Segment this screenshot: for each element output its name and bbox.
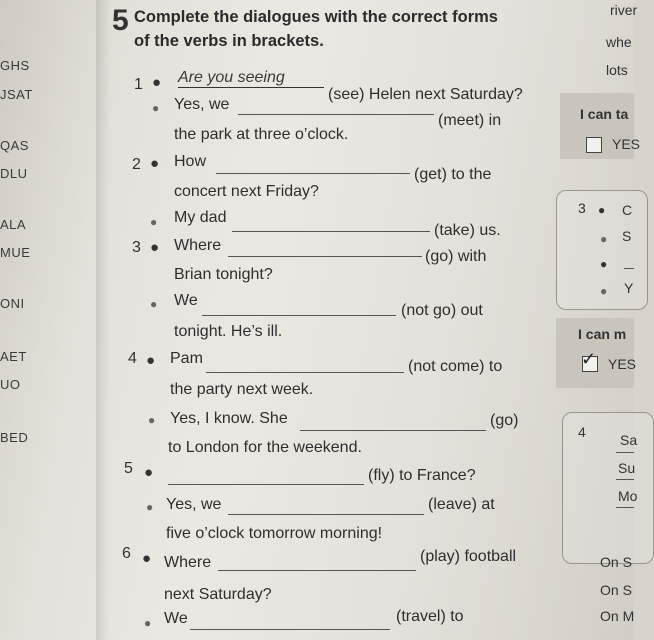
question-text: Where <box>174 237 222 254</box>
i-can-heading: I can ta <box>580 106 629 122</box>
item-number: 1 <box>134 76 143 93</box>
left-fragment: ONI <box>0 296 25 311</box>
question-text: How <box>174 153 207 170</box>
reply-bullet: ● <box>600 232 608 246</box>
verb-prompt: (play) football <box>420 548 517 565</box>
right-fragment: Mo <box>618 488 638 504</box>
checkbox-label: YES <box>612 136 641 152</box>
item-number: 2 <box>132 156 141 173</box>
answer-blank <box>190 629 390 630</box>
right-fragment: lots <box>606 62 628 78</box>
right-fragment: Sa <box>620 432 638 448</box>
question-text-cont: Brian tonight? <box>174 266 273 283</box>
check-icon: ✓ <box>581 349 597 369</box>
i-can-heading: I can m <box>578 326 627 342</box>
answer-blank <box>168 484 364 485</box>
reply-text: Yes, I know. She <box>170 410 288 427</box>
divider <box>616 507 634 508</box>
answer-blank <box>216 173 410 174</box>
verb-prompt: (leave) at <box>428 496 495 513</box>
answer-blank <box>300 430 486 431</box>
question-text-cont: concert next Friday? <box>174 183 319 200</box>
right-fragment: On S <box>600 554 632 570</box>
reply-bullet: ● <box>146 500 154 514</box>
answer-blank <box>624 268 634 269</box>
verb-prompt: (see) Helen next Saturday? <box>328 86 523 103</box>
speaker-bullet: ● <box>600 257 608 271</box>
right-fragment: Y <box>624 280 634 296</box>
answer-blank <box>228 256 422 257</box>
left-fragment: JSAT <box>0 87 33 102</box>
speaker-bullet: ● <box>150 239 160 256</box>
left-fragment: BED <box>0 430 29 445</box>
right-fragment: C <box>622 202 633 218</box>
page-gutter-shadow <box>96 0 110 640</box>
verb-prompt: (take) us. <box>434 222 501 239</box>
right-fragment: S <box>622 228 632 244</box>
checkbox[interactable] <box>586 137 602 153</box>
reply-bullet: ● <box>148 413 156 427</box>
speaker-bullet: ● <box>598 203 606 217</box>
reply-bullet: ● <box>152 101 160 115</box>
right-fragment: On S <box>600 582 632 598</box>
speaker-bullet: ● <box>144 464 154 481</box>
reply-text: Yes, we <box>174 96 230 113</box>
left-fragment: ALA <box>0 217 27 232</box>
answer-blank <box>206 372 404 373</box>
speaker-bullet: ● <box>146 352 156 369</box>
reply-text-cont: the park at three o’clock. <box>174 126 349 143</box>
verb-prompt: (not go) out <box>401 302 483 319</box>
checkbox-checked[interactable] <box>581 349 598 372</box>
reply-text: We <box>174 292 198 309</box>
reply-text: Yes, we <box>166 496 222 513</box>
left-fragment: MUE <box>0 245 31 260</box>
right-fragment: Su <box>618 460 636 476</box>
verb-prompt: (go) <box>490 412 519 429</box>
question-text-cont: next Saturday? <box>164 586 272 603</box>
verb-prompt: (get) to the <box>414 166 492 183</box>
right-exercise-box <box>562 412 654 564</box>
answer-blank <box>228 514 424 515</box>
reply-text-cont: five o’clock tomorrow morning! <box>166 525 383 542</box>
handwritten-answer: Are you seeing <box>178 69 324 88</box>
right-exercise-number: 3 <box>578 200 586 216</box>
right-exercise-number: 4 <box>578 424 586 440</box>
reply-bullet: ● <box>150 215 158 229</box>
item-number: 6 <box>122 545 131 562</box>
speaker-bullet: ● <box>152 74 162 91</box>
divider <box>616 452 634 453</box>
exercise-title: Complete the dialogues with the correct forms <box>134 8 498 26</box>
left-fragment: QAS <box>0 138 29 153</box>
item-number: 4 <box>128 350 137 367</box>
item-number: 3 <box>132 239 141 256</box>
left-fragment: UO <box>0 377 21 392</box>
right-fragment: On M <box>600 608 635 624</box>
speaker-bullet: ● <box>142 550 152 567</box>
right-fragment: whe <box>606 34 632 50</box>
checkbox-label: YES <box>608 356 637 372</box>
speaker-bullet: ● <box>150 155 160 172</box>
reply-bullet: ● <box>144 616 152 630</box>
verb-prompt: (meet) in <box>438 112 502 129</box>
answer-blank <box>202 315 396 316</box>
left-fragment: GHS <box>0 58 30 73</box>
item-number: 5 <box>124 460 133 477</box>
reply-bullet: ● <box>150 297 158 311</box>
verb-prompt: (fly) to France? <box>368 467 476 484</box>
question-text: Pam <box>170 350 203 367</box>
reply-text-cont: tonight. He’s ill. <box>174 323 283 340</box>
verb-prompt: (travel) to <box>396 608 464 625</box>
exercise-title-cont: of the verbs in brackets. <box>134 32 324 50</box>
answer-blank <box>232 231 430 232</box>
question-text-cont: the party next week. <box>170 381 314 398</box>
verb-prompt: (go) with <box>425 248 487 265</box>
reply-text: My dad <box>174 209 227 226</box>
right-fragment: river <box>610 2 638 18</box>
divider <box>616 479 634 480</box>
exercise-number: 5 <box>112 4 129 37</box>
reply-bullet: ● <box>600 284 608 298</box>
reply-text-cont: to London for the weekend. <box>168 439 362 456</box>
answer-blank <box>218 570 416 571</box>
question-text: Where <box>164 554 212 571</box>
answer-blank <box>238 114 434 115</box>
verb-prompt: (not come) to <box>408 358 503 375</box>
reply-text: We <box>164 610 188 627</box>
left-fragment: DLU <box>0 166 28 181</box>
left-fragment: AET <box>0 349 27 364</box>
